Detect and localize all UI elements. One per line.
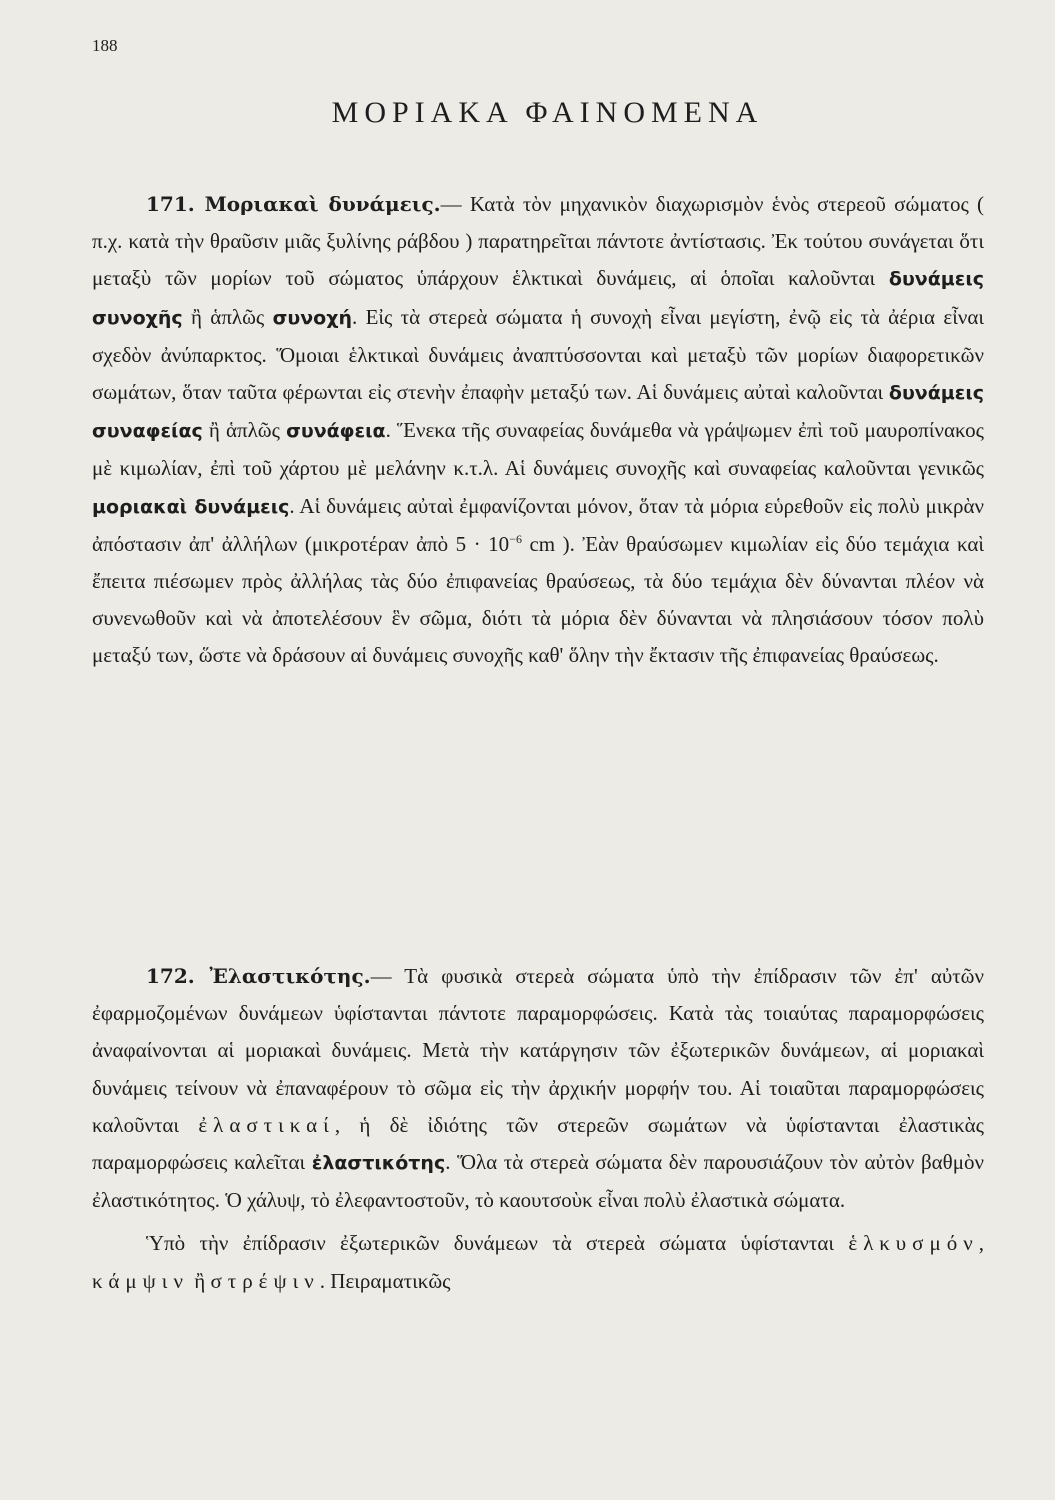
text-run: . Ἕνεκα τῆς συναφείας δυνάμεθα νὰ γράψωμεν ἐπὶ τοῦ μαυροπίνακος μὲ κιμωλίαν, ἐπὶ τοῦ χάρτου μὲ μελάνην κ.τ.λ. Αἱ δυνάμεις συνοχῆς καὶ συναφείας καλοῦνται γενικῶς	[92, 418, 984, 481]
spaced-term: ἑλκυσμόν	[848, 1231, 979, 1256]
text-run: ἢ ἁπλῶς	[202, 418, 287, 443]
spaced-term: κάμψιν	[92, 1268, 189, 1293]
section-171	[92, 186, 984, 675]
text-run: — Τὰ φυσικὰ στερεὰ σώματα ὑπὸ τὴν ἐπίδρασιν τῶν ἐπ' αὐτῶν ἐφαρμοζομένων δυνάμεων ὑφίστανται πάντοτε παραμορφώσεις. Κατὰ τὰς τοιαύτας παραμορφώσεις ἀναφαίνονται αἱ μοριακαὶ δυνάμεις. Μετὰ τὴν κατάργησιν τῶν ἐξωτερικῶν δυνάμεων, αἱ μοριακαὶ δυνάμεις τείνουν νὰ ἐπαναφέρουν τὸ σῶμα εἰς τὴν ἀρχικήν μορφήν του. Αἱ τοιαῦται παραμορφώσεις καλοῦνται	[92, 964, 984, 1137]
text-run: ἢ ἁπλῶς	[182, 304, 273, 329]
bold-term: δυνάμεις συναφείας	[92, 382, 984, 443]
text-run: . Αἱ δυνάμεις αὐταὶ ἐμφανίζονται μόνον, ὅταν τὰ μόρια εὑρεθοῦν εἰς πολὺ μικρὰν ἀπόστασιν ἀπ' ἀλλήλων (μικροτέραν ἀπὸ 5 · 10	[92, 493, 984, 556]
text-run: . Πειραματικῶς	[319, 1268, 451, 1293]
bold-term: ἐλαστικότης	[311, 1152, 446, 1175]
section-heading-171: 171. Μοριακαὶ δυνάμεις.	[146, 192, 441, 216]
spaced-term: ἐλαστικαί	[198, 1112, 335, 1137]
section-heading-172: 172. Ἐλαστικότης.	[146, 964, 371, 988]
section-172	[92, 958, 984, 1300]
text-run: . Εἰς τὰ στερεὰ σώματα ἡ συνοχὴ εἶναι μεγίστη, ἐνῷ εἰς τὰ ἀέρια εἶναι σχεδὸν ἀνύπαρκτος. Ὅμοιαι ἑλκτικαὶ δυνάμεις ἀναπτύσσονται καὶ μεταξὺ τῶν μορίων διαφορετικῶν σωμάτων, ὅταν ταῦτα φέρωνται εἰς στενὴν ἐπαφὴν μεταξύ των. Αἱ δυνάμεις αὐταὶ καλοῦνται	[92, 304, 984, 405]
bold-term: συνάφεια	[286, 420, 386, 443]
bold-term: μοριακαὶ δυνάμεις	[92, 495, 290, 518]
text-run: Ὑπὸ τὴν ἐπίδρασιν ἐξωτερικῶν δυνάμεων τὰ στερεὰ σώματα ὑφίστανται	[146, 1231, 849, 1256]
paragraph-172-continued	[92, 1225, 984, 1299]
text-run: cm ). Ἐὰν θραύσωμεν κιμωλίαν εἰς δύο τεμάχια καὶ ἔπειτα πιέσωμεν πρὸς ἀλλήλας τὰς δύο ἐπιφανείας θραύσεως, τὰ δύο τεμάχια δὲν δύνανται πλέον νὰ συνενωθοῦν καὶ νὰ ἀποτελέσουν ἓν σῶμα, διότι τὰ μόρια δὲν δύνανται νὰ πλησιάσουν τόσον πολὺ μεταξύ των, ὥστε νὰ δράσουν αἱ δυνάμεις συνοχῆς καθ' ὅλην τὴν ἔκτασιν τῆς ἐπιφανείας θραύσεως.	[92, 531, 984, 668]
text-run: , ἡ δὲ ἰδιότης τῶν στερεῶν σωμάτων νὰ ὑφίστανται ἐλαστικὰς παραμορφώσεις καλεῖται	[92, 1112, 985, 1175]
chapter-title: ΜΟΡΙΑΚΑ ΦΑΙΝΟΜΕΝΑ	[331, 96, 764, 129]
paragraph-172	[92, 958, 984, 1219]
text-run: ἢ	[188, 1268, 211, 1293]
text-run: ,	[978, 1231, 984, 1256]
bold-term: συνοχή	[272, 306, 352, 329]
bold-term: δυνάμεις συνοχῆς	[92, 268, 984, 329]
paragraph-171	[92, 186, 984, 675]
exponent: −6	[509, 531, 522, 546]
spaced-term: στρέψιν	[210, 1268, 320, 1293]
page-number: 188	[92, 36, 118, 55]
text-run: . Ὅλα τὰ στερεὰ σώματα δὲν παρουσιάζουν τὸν αὐτὸν βαθμὸν ἐλαστικότητος. Ὁ χάλυψ, τὸ ἐλεφαντοστοῦν, τὸ καουτσοὺκ εἶναι πολὺ ἐλαστικὰ σώματα.	[92, 1150, 984, 1213]
text-run: — Κατὰ τὸν μηχανικὸν διαχωρισμὸν ἑνὸς στερεοῦ σώματος ( π.χ. κατὰ τὴν θραῦσιν μιᾶς ξυλίνης ράβδου ) παρατηρεῖται πάντοτε ἀντίστασις. Ἐκ τούτου συνάγεται ὅτι μεταξὺ τῶν μορίων τοῦ σώματος ὑπάρχουν ἑλκτικαὶ δυνάμεις, αἱ ὁποῖαι καλοῦνται	[92, 192, 984, 291]
